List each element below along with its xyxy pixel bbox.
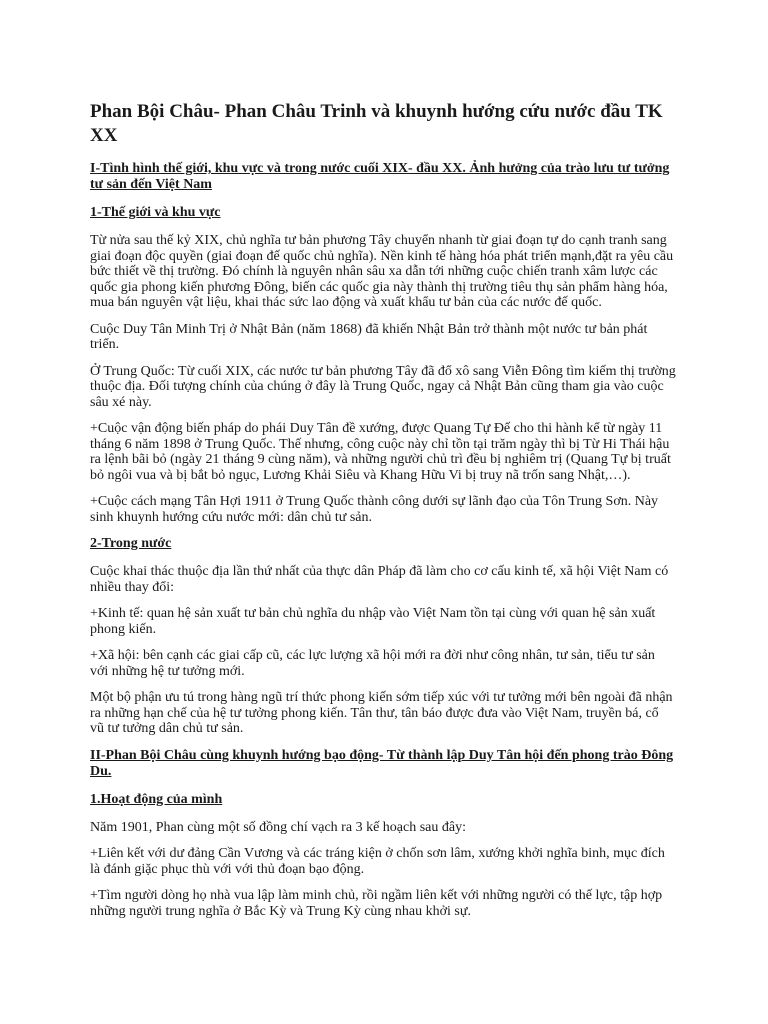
paragraph: +Cuộc vận động biến pháp do phái Duy Tân đề xướng, được Quang Tự Đế cho thi hành kể từ ngày 11 tháng 6 năm 1898 ở Trung Quốc. Thế nhưng, công cuộc này chỉ tồn tại trăm ngày thì bị Từ Hi Thái hậu ra lệnh bãi bỏ (ngày 21 tháng 9 cùng năm), và những người chủ trì đều bị nghiêm trị (Quang Tự bị truất bỏ ngôi vua và bị bắt bỏ ngục, Lương Khải Siêu và Khang Hữu Vi bị truy nã trốn sang Nhật,…). <box>90 421 671 483</box>
paragraph: +Kinh tế: quan hệ sản xuất tư bản chủ nghĩa du nhập vào Việt Nam tồn tại cùng với quan hệ sản xuất phong kiến. <box>90 606 656 637</box>
paragraph: +Liên kết với dư đảng Cần Vương và các tráng kiện ở chốn sơn lâm, xướng khởi nghĩa binh, mục đích là đánh giặc phục thù với với thủ đoạn bạo động. <box>90 846 665 877</box>
section-1-heading: I-Tình hình thế giới, khu vực và trong nước cuối XIX- đầu XX. Ảnh hưởng của trào lưu tư tưởng tư sản đến Việt Nam <box>90 161 670 192</box>
paragraph: +Xã hội: bên cạnh các giai cấp cũ, các lực lượng xã hội mới ra đời như công nhân, tư sản, tiểu tư sản với những hệ tư tưởng mới. <box>90 648 655 679</box>
paragraph: +Tìm người dòng họ nhà vua lập làm minh chủ, rồi ngầm liên kết với những người có thế lực, tập hợp những người trung nghĩa ở Bắc Kỳ và Trung Kỳ cùng nhau khởi sự. <box>90 888 663 919</box>
paragraph: Cuộc Duy Tân Minh Trị ở Nhật Bản (năm 1868) đã khiến Nhật Bản trở thành một nước tư bản phát triển. <box>90 321 648 352</box>
paragraph: +Cuộc cách mạng Tân Hợi 1911 ở Trung Quốc thành công dưới sự lãnh đạo của Tôn Trung Sơn. Này sinh khuynh hướng cứu nước mới: dân chủ tư sản. <box>90 494 659 525</box>
section-1-2-heading: 2-Trong nước <box>90 536 172 551</box>
paragraph: Một bộ phận ưu tú trong hàng ngũ trí thức phong kiến sớm tiếp xúc với tư tưởng mới bên ngoài đã nhận ra những hạn chế của hệ tư tưởng phong kiến. Tân thư, tân báo được đưa vào Việt Nam, truyền bá, cổ vũ tư tưởng dân chủ tư sản. <box>90 690 673 736</box>
paragraph: Từ nửa sau thế kỷ XIX, chủ nghĩa tư bản phương Tây chuyển nhanh từ giai đoạn tự do cạnh tranh sang giai đoạn độc quyền (giai đoạn đế quốc chủ nghĩa). Nền kinh tế hàng hóa phát triển mạnh,đặt ra yêu cầu bức thiết về thị trường. Đó chính là nguyên nhân sâu xa dẫn tới những cuộc chiến tranh xâm lược các quốc gia phong kiến phương Đông, biến các quốc gia này thành thị trường tiêu thụ sản phẩm hàng hóa, mua bán nguyên vật liệu, khai thác sức lao động và xuất khẩu tư bản của các nước đế quốc. <box>90 233 674 310</box>
section-2-1-heading: 1.Hoạt động của mình <box>90 791 223 807</box>
paragraph: Ở Trung Quốc: Từ cuối XIX, các nước tư bản phương Tây đã đổ xô sang Viễn Đông tìm kiếm thị trường thuộc địa. Đối tượng chính của chúng ở đây là Trung Quốc, ngay cả Nhật Bản cũng tham gia vào cuộc sâu xé này. <box>90 363 676 410</box>
document-title: Phan Bội Châu- Phan Châu Trinh và khuynh hướng cứu nước đầu TK XX <box>90 101 663 146</box>
document-page <box>90 100 676 930</box>
section-1-1-heading: 1-Thế giới và khu vực <box>90 205 221 220</box>
paragraph: Năm 1901, Phan cùng một số đồng chí vạch ra 3 kế hoạch sau đây: <box>90 819 466 835</box>
paragraph: Cuộc khai thác thuộc địa lần thứ nhất của thực dân Pháp đã làm cho cơ cấu kinh tế, xã hội Việt Nam có nhiều thay đổi: <box>90 564 669 595</box>
section-2-heading: II-Phan Bội Châu cùng khuynh hướng bạo động- Từ thành lập Duy Tân hội đến phong trào Đông Du. <box>90 747 674 779</box>
